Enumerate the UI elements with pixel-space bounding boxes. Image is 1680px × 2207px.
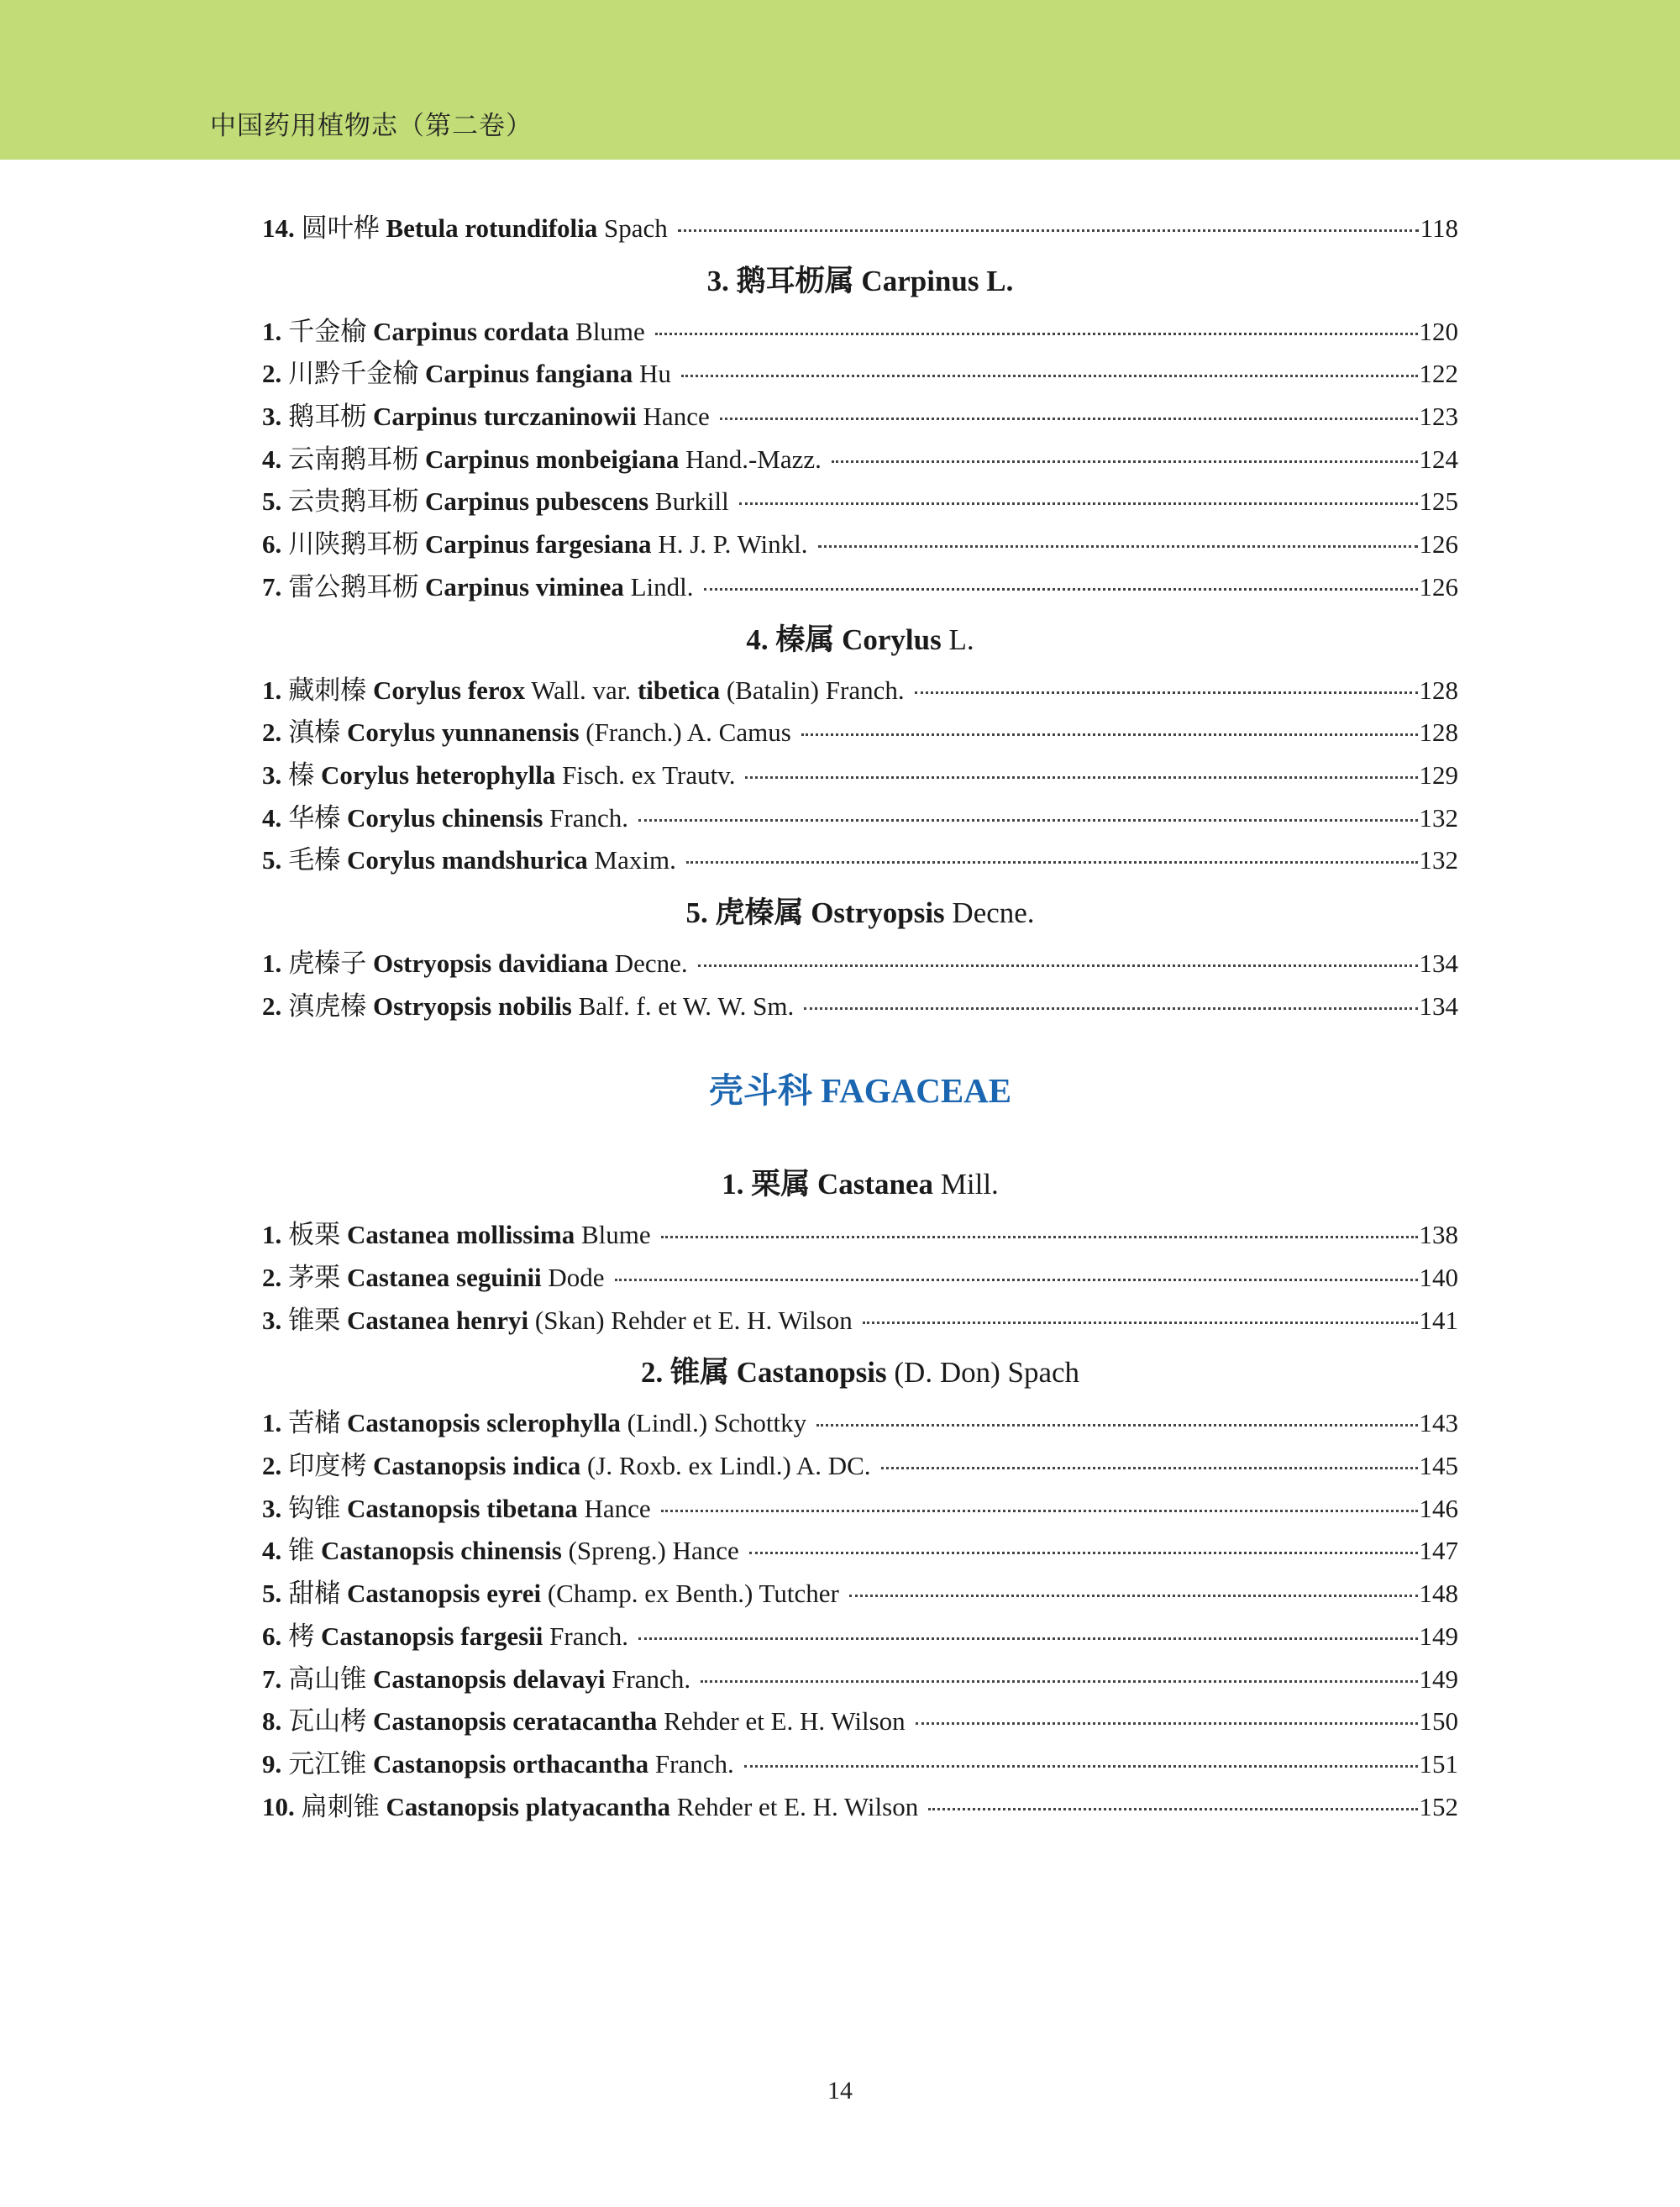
author: Hand.-Mazz. (679, 444, 822, 474)
toc-entry[interactable] (262, 1742, 1458, 1785)
dot-leader (749, 1552, 1418, 1554)
author: Maxim. (587, 845, 676, 875)
latin-name: Corylus heterophylla (321, 759, 556, 790)
dot-leader (745, 776, 1417, 779)
entry-number: 7. (262, 1663, 282, 1694)
author: Hance (636, 402, 710, 432)
entry-label (288, 1213, 650, 1251)
page-ref: 125 (1419, 486, 1458, 517)
dot-leader (832, 460, 1418, 463)
toc-entry[interactable] (262, 1213, 1458, 1256)
dot-leader (804, 1007, 1417, 1010)
latin-name: Castanea henryi (347, 1305, 529, 1335)
dot-leader (698, 964, 1418, 967)
genus-latin: Castanopsis (736, 1356, 887, 1390)
chinese-name: 华榛 (288, 802, 341, 833)
entry-label (288, 1572, 839, 1610)
entry-number: 3. (262, 1305, 282, 1335)
toc-content (262, 207, 1458, 1827)
entry-number: 4. (262, 802, 282, 833)
page-ref: 124 (1419, 444, 1458, 474)
dot-leader (661, 1236, 1418, 1238)
author: (Skan) Rehder et E. H. Wilson (528, 1305, 853, 1335)
page-ref: 145 (1419, 1451, 1458, 1481)
entry-number: 14. (262, 213, 295, 243)
page-ref: 149 (1419, 1663, 1458, 1694)
author: (Spreng.) Hance (561, 1536, 739, 1566)
dot-leader (655, 333, 1418, 335)
latin-name: Corylus yunnanensis (347, 717, 580, 748)
author: Hance (577, 1493, 651, 1523)
entry-label (288, 1299, 853, 1337)
entry-number: 4. (262, 444, 282, 474)
chinese-name: 高山锥 (288, 1663, 367, 1694)
genus-label: 4. 榛属 (746, 623, 843, 656)
entry-number: 2. (262, 717, 282, 748)
dot-leader (849, 1595, 1418, 1597)
toc-entry[interactable] (262, 1785, 1458, 1828)
entry-number: 4. (262, 1536, 282, 1566)
dot-leader (701, 1680, 1417, 1683)
latin-name: Castanea mollissima (347, 1220, 575, 1250)
author: Franch. (605, 1663, 691, 1694)
page-ref: 140 (1419, 1263, 1458, 1292)
author: (Lindl.) Schottky (620, 1408, 807, 1438)
chinese-name: 苦槠 (288, 1408, 341, 1438)
genus-label: 3. 鹅耳枥属 (706, 264, 862, 297)
entry-label (288, 1444, 870, 1482)
entry-label (288, 310, 645, 348)
toc-entry[interactable] (262, 669, 1458, 712)
entry-number: 2. (262, 1451, 282, 1481)
chinese-name: 甜槠 (288, 1579, 341, 1609)
entry-label (288, 711, 791, 749)
toc-entry[interactable] (262, 1700, 1458, 1742)
dot-leader (739, 502, 1418, 505)
author: Hu (633, 359, 671, 389)
page-ref: 150 (1419, 1706, 1458, 1737)
toc-entry[interactable] (262, 985, 1458, 1027)
dot-leader (801, 733, 1418, 736)
page-ref: 122 (1419, 359, 1458, 389)
page-ref: 132 (1419, 802, 1458, 833)
page-ref: 132 (1419, 845, 1458, 875)
chinese-name: 印度栲 (288, 1451, 367, 1481)
latin-name: Castanopsis ceratacantha (373, 1706, 658, 1737)
chinese-name: 扁刺锥 (301, 1791, 380, 1821)
latin-name: Carpinus monbeigiana (425, 444, 680, 474)
author: Dode (541, 1263, 605, 1292)
dot-leader (816, 1424, 1417, 1427)
page-ref: 118 (1420, 213, 1458, 243)
toc-entry[interactable] (262, 1615, 1458, 1658)
author: (J. Roxb. ex Lindl.) A. DC. (580, 1451, 871, 1481)
author: Burkill (648, 486, 729, 517)
latin-name: Castanopsis delavayi (373, 1663, 606, 1694)
entry-label (288, 565, 693, 603)
entry-label (288, 1615, 628, 1653)
author: Fisch. ex Trautv. (555, 759, 736, 790)
toc-entry[interactable] (262, 1658, 1458, 1700)
entry-number: 6. (262, 1621, 282, 1651)
genus-heading-carpinus (262, 261, 1458, 302)
entry-number: 2. (262, 991, 282, 1021)
chinese-name: 滇虎榛 (288, 991, 367, 1021)
toc-entry[interactable] (262, 1256, 1458, 1299)
dot-leader (881, 1467, 1418, 1469)
dot-leader (686, 861, 1418, 864)
entry-label (288, 985, 794, 1022)
entry-number: 2. (262, 1263, 282, 1292)
entry-label (288, 1658, 690, 1695)
entry-number: 3. (262, 402, 282, 432)
page-ref: 126 (1419, 571, 1458, 602)
latin-name: Castanopsis orthacantha (373, 1748, 649, 1779)
entry-label (302, 1785, 918, 1823)
entry-number: 1. (262, 675, 282, 705)
author: (Franch.) A. Camus (579, 717, 791, 748)
entry-label (288, 1700, 905, 1737)
entry-number: 5. (262, 845, 282, 875)
genus-latin: Ostryopsis (811, 896, 945, 929)
dot-leader (916, 1722, 1418, 1725)
entry-label (288, 1401, 806, 1439)
running-header: 中国药用植物志（第二卷） (210, 111, 533, 141)
chinese-name: 茅栗 (288, 1263, 341, 1292)
dot-leader (704, 588, 1418, 591)
page-ref: 141 (1419, 1305, 1458, 1335)
toc-entry[interactable] (262, 1299, 1458, 1342)
entry-number: 1. (262, 1220, 282, 1250)
dot-leader (928, 1808, 1417, 1810)
page-ref: 147 (1419, 1536, 1458, 1566)
latin-variety: tibetica (637, 675, 721, 705)
author: Franch. (543, 802, 629, 833)
dot-leader (720, 418, 1418, 420)
latin-name: Betula rotundifolia (386, 213, 598, 243)
author: Franch. (648, 1748, 734, 1779)
entry-number: 5. (262, 486, 282, 517)
toc-entry[interactable] (262, 1572, 1458, 1615)
author-variety: (Batalin) Franch. (720, 675, 905, 705)
chinese-name: 虎榛子 (288, 948, 367, 978)
latin-name: Carpinus turczaninowii (373, 402, 637, 432)
chinese-name: 圆叶桦 (301, 213, 380, 243)
genus-author: L. (979, 264, 1014, 297)
entry-label (302, 207, 668, 244)
entry-label (288, 754, 735, 791)
entry-label (288, 669, 904, 707)
entry-label (288, 1256, 604, 1294)
page-ref: 128 (1419, 717, 1458, 748)
page-ref: 138 (1419, 1220, 1458, 1250)
genus-latin: Carpinus (861, 264, 979, 297)
author: Balf. f. et W. W. Sm. (571, 991, 795, 1021)
author: Spach (597, 213, 668, 243)
genus-label: 2. 锥属 (640, 1356, 737, 1390)
dot-leader (661, 1510, 1418, 1512)
latin-name: Castanopsis fargesii (321, 1621, 543, 1651)
dot-leader (615, 1279, 1418, 1281)
page-ref: 123 (1419, 402, 1458, 432)
latin-name: Castanopsis sclerophylla (347, 1408, 621, 1438)
entry-label (288, 480, 729, 518)
genus-heading-ostryopsis (262, 893, 1458, 933)
toc-entry[interactable] (262, 395, 1458, 438)
latin-name: Carpinus viminea (425, 571, 624, 602)
toc-entry[interactable] (262, 438, 1458, 481)
entry-number: 1. (262, 316, 282, 346)
toc-entry[interactable] (262, 711, 1458, 754)
latin-name: Castanopsis indica (373, 1451, 581, 1481)
chinese-name: 锥栗 (288, 1305, 341, 1335)
page-number: 14 (827, 2077, 853, 2105)
dot-leader (678, 229, 1419, 232)
latin-name: Corylus chinensis (347, 802, 543, 833)
toc-entry[interactable] (262, 565, 1458, 608)
entry-number: 5. (262, 1579, 282, 1609)
author: (Champ. ex Benth.) Tutcher (541, 1579, 839, 1609)
author: H. J. P. Winkl. (651, 529, 808, 560)
chinese-name: 板栗 (288, 1220, 341, 1250)
entry-number: 6. (262, 529, 282, 560)
latin-name: Castanopsis eyrei (347, 1579, 542, 1609)
latin-name: Castanopsis platyacantha (386, 1791, 670, 1821)
dot-leader (915, 691, 1418, 694)
toc-entry[interactable] (262, 352, 1458, 395)
toc-entry[interactable] (262, 754, 1458, 796)
toc-entry[interactable] (262, 1401, 1458, 1444)
genus-author: (D. Don) Spach (886, 1356, 1080, 1390)
entry-number: 3. (262, 1493, 282, 1523)
genus-label: 5. 虎榛属 (685, 896, 811, 929)
chinese-name: 川黔千金榆 (288, 359, 419, 389)
latin-name: Ostryopsis nobilis (373, 991, 572, 1021)
author: Blume (569, 316, 645, 346)
family-heading-fagaceae (262, 1065, 1458, 1116)
author: Lindl. (623, 571, 694, 602)
entry-label (288, 1742, 733, 1780)
author: Rehder et E. H. Wilson (670, 1791, 919, 1821)
genus-author: Decne. (944, 896, 1035, 929)
chinese-name: 毛榛 (288, 845, 341, 875)
page-ref: 134 (1419, 948, 1458, 978)
family-cn: 壳斗科 (708, 1071, 822, 1111)
page-ref: 128 (1419, 675, 1458, 705)
dot-leader (863, 1322, 1418, 1324)
toc-entry[interactable] (262, 310, 1458, 353)
author: Wall. var. (525, 675, 638, 705)
entry-label (288, 395, 709, 433)
chinese-name: 栲 (288, 1621, 315, 1651)
page-ref: 148 (1419, 1579, 1458, 1609)
toc-entry[interactable] (262, 838, 1458, 881)
genus-latin: Castanea (816, 1168, 934, 1201)
latin-name: Corylus mandshurica (347, 845, 588, 875)
page-ref: 146 (1419, 1493, 1458, 1523)
latin-name: Castanopsis tibetana (347, 1493, 578, 1523)
chinese-name: 千金榆 (288, 316, 367, 346)
chinese-name: 鹅耳枥 (288, 402, 367, 432)
toc-entry[interactable] (262, 796, 1458, 839)
latin-name: Castanea seguinii (347, 1263, 542, 1292)
page-ref: 126 (1419, 529, 1458, 560)
chinese-name: 滇榛 (288, 717, 341, 748)
genus-author: Mill. (933, 1168, 999, 1201)
family-latin: FAGACEAE (821, 1071, 1012, 1111)
author: Rehder et E. H. Wilson (657, 1706, 906, 1737)
toc-entry[interactable] (262, 1529, 1458, 1572)
genus-heading-castanopsis (262, 1353, 1458, 1393)
entry-label (288, 523, 807, 560)
entry-number: 8. (262, 1706, 282, 1737)
dot-leader (681, 375, 1418, 377)
latin-name: Carpinus cordata (373, 316, 570, 346)
chinese-name: 瓦山栲 (288, 1706, 367, 1737)
entry-number: 10. (262, 1791, 295, 1821)
entry-number: 1. (262, 948, 282, 978)
page-ref: 152 (1419, 1791, 1458, 1821)
toc-entry[interactable] (262, 523, 1458, 565)
page-ref: 143 (1419, 1408, 1458, 1438)
dot-leader (818, 545, 1418, 548)
genus-heading-castanea (262, 1164, 1458, 1205)
toc-entry[interactable] (262, 207, 1458, 250)
latin-name: Ostryopsis davidiana (373, 948, 608, 978)
genus-latin: Corylus (842, 623, 942, 656)
latin-name: Carpinus fangiana (425, 359, 633, 389)
entry-label (288, 438, 822, 476)
chinese-name: 钩锥 (288, 1493, 341, 1523)
chinese-name: 雷公鹅耳枥 (288, 571, 419, 602)
toc-entry[interactable] (262, 480, 1458, 523)
dot-leader (744, 1765, 1418, 1768)
genus-author: L. (941, 623, 974, 656)
page-ref: 120 (1419, 316, 1458, 346)
genus-label: 1. 栗属 (722, 1168, 817, 1201)
page-ref: 151 (1419, 1748, 1458, 1779)
page-ref: 129 (1419, 759, 1458, 790)
author: Franch. (543, 1621, 628, 1651)
entry-number: 2. (262, 359, 282, 389)
entry-label (288, 1487, 650, 1525)
toc-entry[interactable] (262, 942, 1458, 985)
chinese-name: 藏刺榛 (288, 675, 367, 705)
latin-name: Carpinus fargesiana (425, 529, 652, 560)
dot-leader (638, 819, 1417, 822)
latin-name: Corylus ferox (373, 675, 526, 705)
entry-label (288, 1529, 738, 1567)
page-ref: 149 (1419, 1621, 1458, 1651)
chinese-name: 云贵鹅耳枥 (288, 486, 419, 517)
toc-entry[interactable] (262, 1444, 1458, 1487)
chinese-name: 川陕鹅耳枥 (288, 529, 419, 560)
entry-number: 9. (262, 1748, 282, 1779)
page-ref: 134 (1419, 991, 1458, 1021)
entry-number: 7. (262, 571, 282, 602)
chinese-name: 锥 (288, 1536, 315, 1566)
author: Blume (575, 1220, 651, 1250)
dot-leader (638, 1637, 1418, 1640)
toc-entry[interactable] (262, 1487, 1458, 1530)
entry-number: 1. (262, 1408, 282, 1438)
latin-name: Carpinus pubescens (425, 486, 649, 517)
genus-heading-corylus (262, 620, 1458, 660)
entry-label (288, 838, 676, 876)
entry-label (288, 796, 628, 834)
chinese-name: 榛 (288, 759, 315, 790)
entry-label (288, 942, 687, 980)
chinese-name: 云南鹅耳枥 (288, 444, 419, 474)
chinese-name: 元江锥 (288, 1748, 367, 1779)
latin-name: Castanopsis chinensis (321, 1536, 562, 1566)
author: Decne. (607, 948, 688, 978)
entry-label (288, 352, 671, 390)
entry-number: 3. (262, 759, 282, 790)
